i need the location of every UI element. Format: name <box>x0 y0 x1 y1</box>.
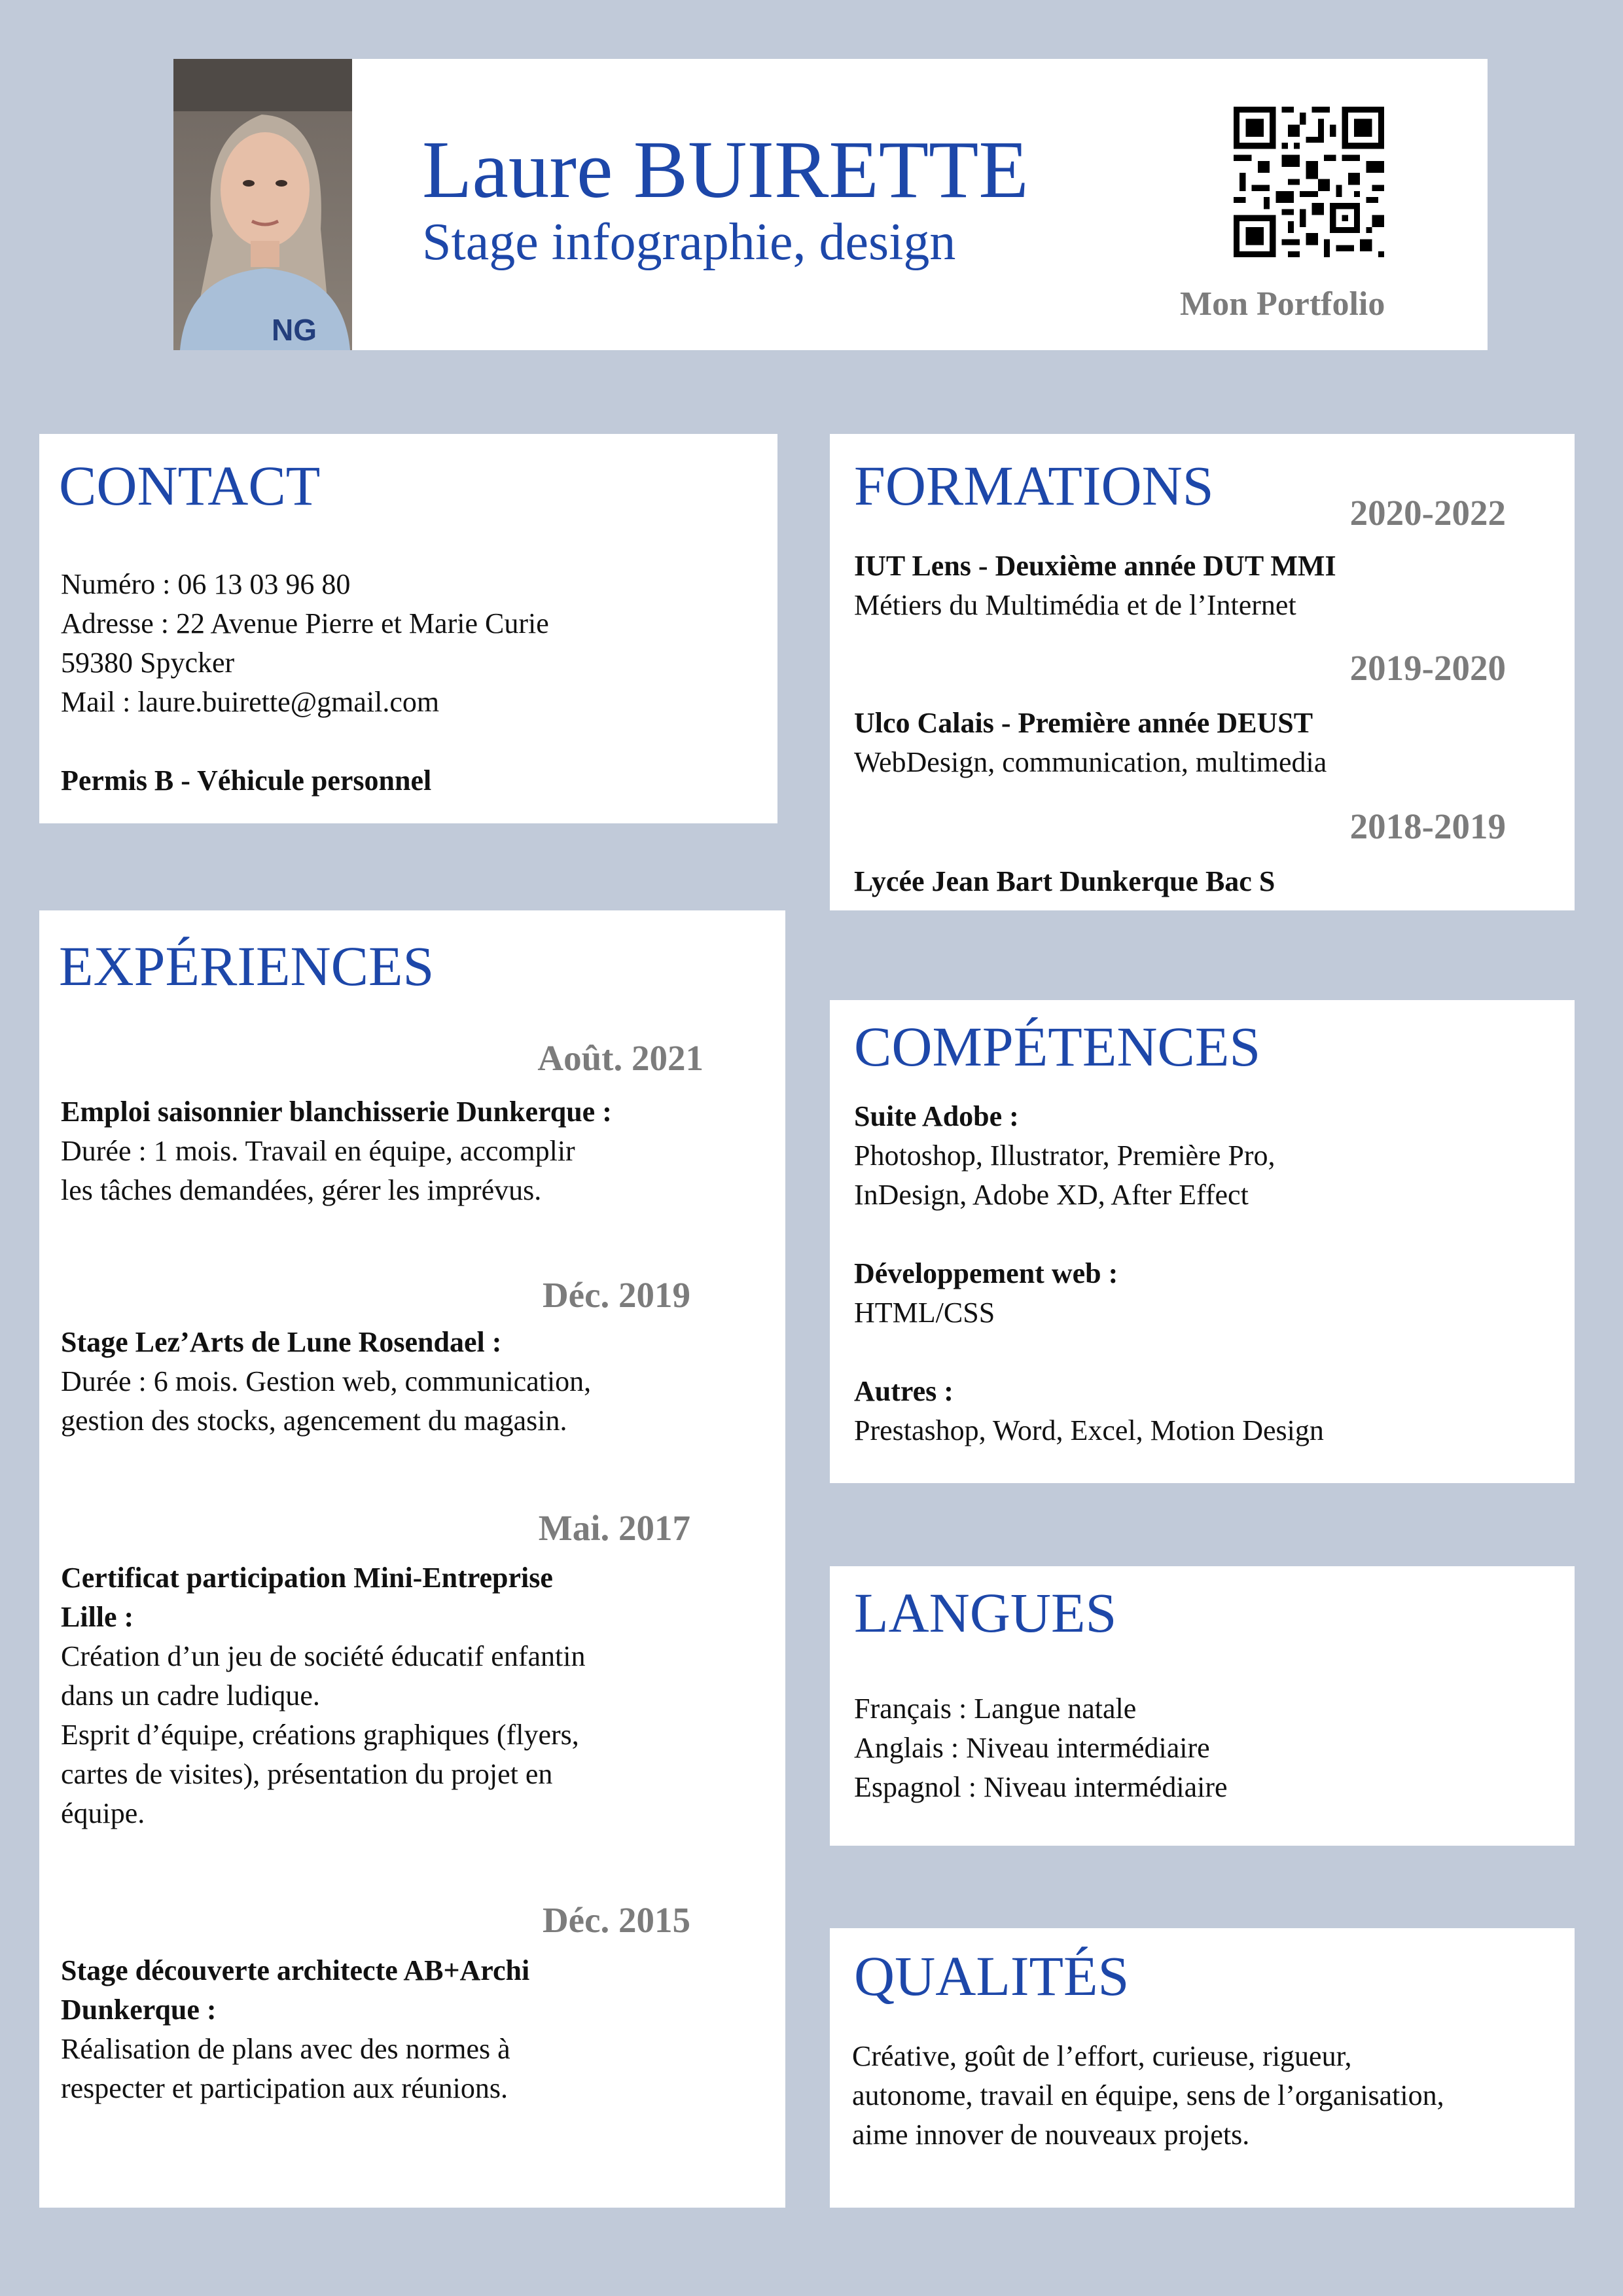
formation-title: Lycée Jean Bart Dunkerque Bac S <box>854 865 1275 897</box>
experience-title: Certificat participation Mini-Entreprise <box>61 1562 553 1594</box>
header-card <box>173 59 1488 350</box>
contact-address-line1: Adresse : 22 Avenue Pierre et Marie Curie <box>61 607 549 639</box>
formation-desc: Métiers du Multimédia et de l’Internet <box>854 589 1296 621</box>
contact-title: CONTACT <box>59 454 321 517</box>
competences-list <box>854 1097 1275 1215</box>
experience-line: cartes de visites), présentation du projet en <box>61 1758 553 1790</box>
experience-line: Durée : 6 mois. Gestion web, communication, <box>61 1365 592 1397</box>
experience-line: Durée : 1 mois. Travail en équipe, accomplir <box>61 1135 575 1167</box>
skill-line: InDesign, Adobe XD, After Effect <box>854 1179 1249 1211</box>
experience-item <box>61 1951 529 2108</box>
skill-category: Autres : <box>854 1375 954 1407</box>
formation-date: 2019-2020 <box>1349 648 1506 688</box>
experience-title: Lille : <box>61 1601 134 1633</box>
contact-phone: Numéro : 06 13 03 96 80 <box>61 568 351 600</box>
portfolio-label: Mon Portfolio <box>1180 285 1385 323</box>
experience-line: Création d’un jeu de société éducatif enfantin <box>61 1640 586 1672</box>
experience-title: Stage Lez’Arts de Lune Rosendael : <box>61 1326 502 1358</box>
experience-date: Déc. 2015 <box>542 1900 690 1940</box>
skill-line: Prestashop, Word, Excel, Motion Design <box>854 1414 1324 1446</box>
qualites-line: aime innover de nouveaux projets. <box>852 2119 1250 2151</box>
skill-line: HTML/CSS <box>854 1297 995 1329</box>
experiences-title: EXPÉRIENCES <box>59 935 435 997</box>
langues-list <box>854 1689 1228 1807</box>
experience-item <box>61 1323 591 1441</box>
experience-date: Mai. 2017 <box>538 1508 690 1548</box>
qualites-title: QUALITÉS <box>854 1945 1130 2007</box>
experience-line: gestion des stocks, agencement du magasin. <box>61 1405 567 1437</box>
qualites-card <box>830 1928 1575 2208</box>
competences-title: COMPÉTENCES <box>854 1015 1261 1078</box>
language-item: Français : Langue natale <box>854 1693 1137 1725</box>
formation-date: 2020-2022 <box>1349 493 1506 533</box>
experience-date: Août. 2021 <box>537 1038 704 1078</box>
experience-line: dans un cadre ludique. <box>61 1679 320 1712</box>
experience-line: Esprit d’équipe, créations graphiques (flyers, <box>61 1719 579 1751</box>
skill-line: Photoshop, Illustrator, Première Pro, <box>854 1139 1275 1172</box>
language-item: Anglais : Niveau intermédiaire <box>854 1732 1210 1764</box>
formations-title: FORMATIONS <box>854 454 1214 517</box>
formation-title: Ulco Calais - Première année DEUST <box>854 707 1313 739</box>
competences-list <box>854 1254 1118 1333</box>
language-item: Espagnol : Niveau intermédiaire <box>854 1771 1228 1803</box>
profile-photo <box>173 59 352 350</box>
experience-line: Réalisation de plans avec des normes à <box>61 2033 510 2065</box>
formation-title: IUT Lens - Deuxième année DUT MMI <box>854 550 1336 582</box>
contact-address-line2: 59380 Spycker <box>61 647 235 679</box>
qualites-list <box>852 2037 1444 2155</box>
competences-list <box>854 1372 1324 1450</box>
experience-title: Dunkerque : <box>61 1994 217 2026</box>
experience-line: respecter et participation aux réunions. <box>61 2072 508 2104</box>
candidate-subtitle: Stage infographie, design <box>422 213 956 271</box>
experiences-card <box>39 910 785 2208</box>
competences-card <box>830 1000 1575 1483</box>
candidate-name: Laure BUIRETTE <box>422 125 1029 215</box>
experience-title: Emploi saisonnier blanchisserie Dunkerque : <box>61 1096 612 1128</box>
driving-licence: Permis B - Véhicule personnel <box>61 764 432 797</box>
experience-title: Stage découverte architecte AB+Archi <box>61 1954 530 1986</box>
formation-date: 2018-2019 <box>1349 806 1506 846</box>
skill-category: Développement web : <box>854 1257 1118 1289</box>
qualites-line: autonome, travail en équipe, sens de l’organisation, <box>852 2079 1444 2111</box>
experience-item <box>61 1092 612 1210</box>
langues-title: LANGUES <box>854 1581 1117 1644</box>
formation-desc: WebDesign, communication, multimedia <box>854 746 1327 778</box>
contact-card <box>39 434 777 823</box>
svg-text:NG: NG <box>272 313 317 347</box>
contact-details <box>61 565 549 722</box>
experience-item <box>61 1558 585 1833</box>
skill-category: Suite Adobe : <box>854 1100 1019 1132</box>
experience-line: les tâches demandées, gérer les imprévus. <box>61 1174 542 1206</box>
contact-mail: Mail : laure.buirette@gmail.com <box>61 686 440 718</box>
experience-date: Déc. 2019 <box>542 1275 690 1315</box>
experience-line: équipe. <box>61 1797 145 1829</box>
qualites-line: Créative, goût de l’effort, curieuse, rigueur, <box>852 2040 1352 2072</box>
langues-card <box>830 1566 1575 1846</box>
formations-card <box>830 434 1575 910</box>
qr-code-icon[interactable] <box>1234 107 1384 257</box>
